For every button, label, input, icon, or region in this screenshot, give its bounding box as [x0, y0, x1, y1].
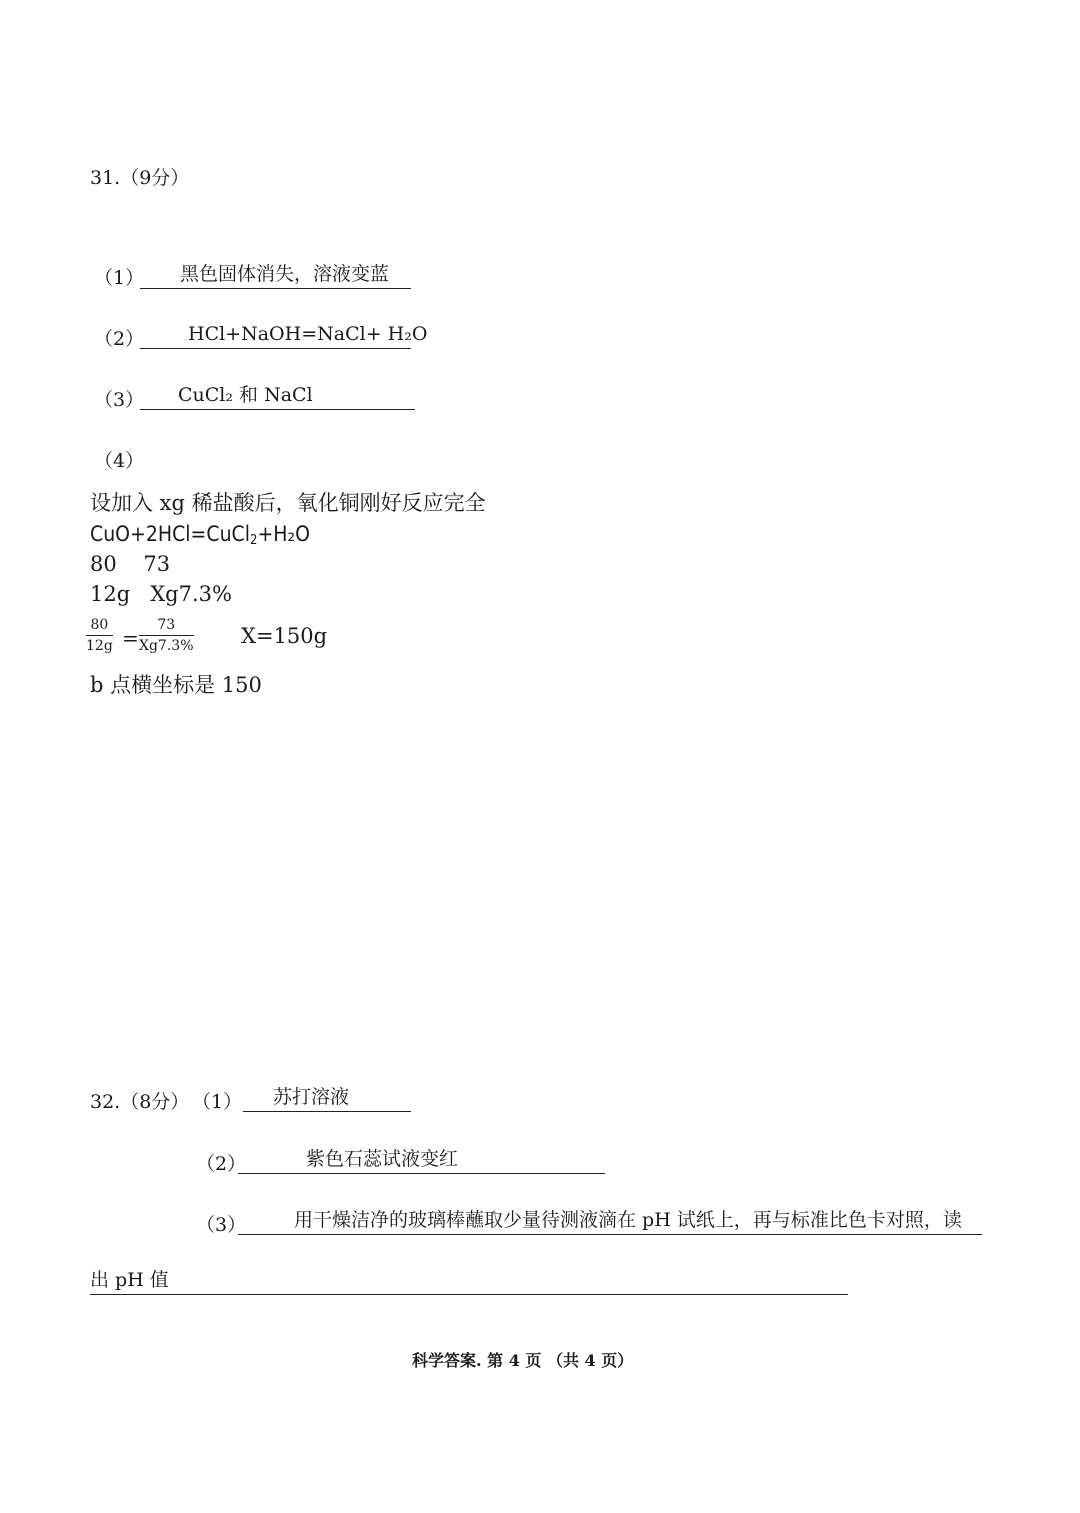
q31-work-fraction-right: $\frac{73}{Xg7.3\%}$ — [139, 617, 194, 654]
q32-part3-continuation: 出 pH 值 — [90, 1269, 169, 1291]
q31-part3-answer: CuCl₂ 和 NaCl — [178, 384, 313, 406]
q31-part1-answer: 黑色固体消失，溶液变蓝 — [180, 263, 390, 285]
q31-work-molar-masses: 80 73 — [90, 552, 171, 576]
q32-part1-answer-line — [243, 1083, 411, 1112]
q32-part3-continuation-line — [90, 1266, 848, 1295]
q31-work-equals: = — [122, 626, 139, 650]
q31-part3-label: （3） — [94, 389, 145, 411]
q32-part2-answer: 紫色石蕊试液变红 — [306, 1148, 459, 1170]
q31-work-result: X=150g — [241, 624, 328, 648]
q31-part1-answer-line — [140, 260, 411, 289]
q32-part3-answer-line — [238, 1206, 982, 1235]
q32-part3-answer: 用干燥洁净的玻璃棒蘸取少量待测液滴在 pH 试纸上，再与标准比色卡对照，读 — [294, 1209, 962, 1231]
q32-part3-label: （3） — [196, 1214, 247, 1236]
q31-work-equation: CuO+2HCl=CuCl$_2$+H₂O — [90, 522, 310, 548]
q32-part2-label: （2） — [196, 1153, 247, 1175]
q31-part4-label: （4） — [94, 450, 145, 472]
page-footer: 科学答案. 第 4 页 （共 4 页） — [412, 1351, 634, 1370]
q32-part2-answer-line — [238, 1145, 605, 1174]
q31-work-assumption: 设加入 xg 稀盐酸后，氧化铜刚好反应完全 — [90, 491, 486, 515]
q31-part2-answer: HCl+NaOH=NaCl+ H₂O — [188, 323, 428, 345]
q32-part1-answer: 苏打溶液 — [273, 1086, 350, 1108]
q31-work-quantities: 12g Xg7.3% — [90, 582, 232, 606]
q31-part1-label: （1） — [94, 267, 145, 289]
q32-heading: 32.（8分） — [90, 1091, 190, 1113]
q32-part1-label: （1） — [192, 1091, 243, 1113]
q31-part2-label: （2） — [94, 328, 145, 350]
q31-heading: 31.（9分） — [90, 167, 190, 189]
q31-part2-answer-line — [140, 320, 428, 349]
q31-work-fraction-left: $\frac{80}{12g}$ — [86, 617, 113, 654]
q31-work-conclusion: b 点横坐标是 150 — [90, 673, 262, 697]
q31-part3-answer-line — [140, 381, 415, 410]
